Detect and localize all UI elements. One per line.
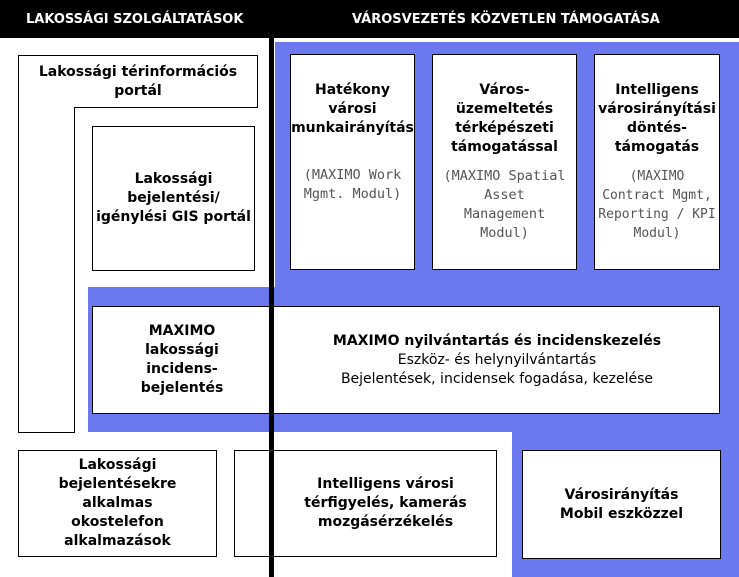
- spatial-title-2: üzemeltetés: [455, 101, 554, 117]
- surveillance-line-2: térfigyelés, kamerás: [304, 495, 467, 511]
- mobile-line-1: Városirányítás: [564, 486, 679, 503]
- decision-module-2: Contract Mgmt,: [602, 188, 712, 203]
- work-mgmt-title-3: munkairányítás: [291, 120, 414, 136]
- spatial-title-4: támogatással: [451, 139, 558, 155]
- decision-title-1: Intelligens: [615, 82, 699, 98]
- spatial-title-1: Város-: [479, 82, 530, 98]
- mobile-city-management-box: [522, 450, 721, 559]
- smartphone-line-2: bejelentésekre: [58, 476, 177, 492]
- incident-resident-part: [92, 306, 272, 414]
- work-mgmt-title-2: városi: [328, 101, 377, 117]
- incident-report-line-1: MAXIMO: [148, 323, 216, 339]
- resident-services-frame: [18, 55, 75, 433]
- decision-module-4: Modul): [633, 226, 681, 241]
- incident-management-part: [274, 306, 720, 414]
- smartphone-line-3: alkalmas: [82, 495, 153, 511]
- work-mgmt-title-1: Hatékony: [314, 82, 390, 98]
- surveillance-line-1: Intelligens városi: [317, 476, 454, 492]
- incident-mgmt-line-2: Bejelentések, incidensek fogadása, kezelése: [340, 371, 654, 387]
- smartphone-apps-box: [18, 450, 217, 557]
- spatial-module-4: Modul): [480, 225, 529, 241]
- spatial-asset-box: [432, 54, 577, 270]
- terinfo-line-1: Lakossági térinformációs: [38, 63, 238, 80]
- header-right: [272, 0, 739, 38]
- incident-report-line-4: bejelentés: [140, 380, 224, 396]
- section-divider: [269, 0, 274, 577]
- decision-title-3: döntés-: [627, 120, 687, 136]
- header-right-label: VÁROSVEZETÉS KÖZVETLEN TÁMOGATÁSA: [352, 11, 660, 27]
- decision-support-box: [594, 54, 720, 270]
- mobile-line-2: Mobil eszközzel: [559, 505, 684, 522]
- smartphone-line-5: alkalmazások: [64, 533, 171, 549]
- spatial-module-1: (MAXIMO Spatial: [443, 168, 566, 184]
- spatial-module-3: Management: [463, 206, 546, 222]
- surveillance-text: [274, 450, 497, 557]
- incident-report-line-3: incidens-: [146, 361, 218, 377]
- resident-gis-info-portal-box: [18, 55, 258, 108]
- smartphone-line-4: okostelefon: [71, 514, 164, 530]
- header-left: [0, 0, 272, 38]
- resident-report-gis-portal-box: [92, 126, 255, 271]
- decision-module-1: (MAXIMO: [629, 169, 685, 184]
- work-mgmt-module-2: Mgmt. Modul): [303, 186, 402, 202]
- surveillance-line-3: mozgásérzékelés: [317, 514, 454, 530]
- frame-inner-cover: [19, 107, 74, 109]
- gis-portal-line-1: Lakossági: [134, 171, 213, 187]
- header-left-label: LAKOSSÁGI SZOLGÁLTATÁSOK: [26, 11, 244, 27]
- gis-portal-line-2: bejelentési/: [127, 190, 220, 206]
- terinfo-line-2: portál: [114, 82, 162, 99]
- incident-mgmt-line-1: Eszköz- és helynyilvántartás: [397, 352, 597, 368]
- spatial-title-3: térképészeti: [455, 120, 554, 136]
- work-management-box: [290, 54, 415, 270]
- work-mgmt-module-1: (MAXIMO Work: [303, 167, 402, 183]
- incident-report-line-2: lakossági: [145, 342, 219, 358]
- gis-portal-line-3: igénylési GIS portál: [96, 209, 251, 225]
- incident-mgmt-title: MAXIMO nyilvántartás és incidenskezelés: [332, 333, 662, 349]
- decision-title-2: városirányítási: [598, 101, 716, 117]
- smartphone-line-1: Lakossági: [78, 457, 157, 473]
- decision-title-4: támogatás: [614, 139, 700, 155]
- spatial-module-2: Asset: [484, 187, 525, 203]
- decision-module-3: Reporting / KPI: [598, 207, 716, 222]
